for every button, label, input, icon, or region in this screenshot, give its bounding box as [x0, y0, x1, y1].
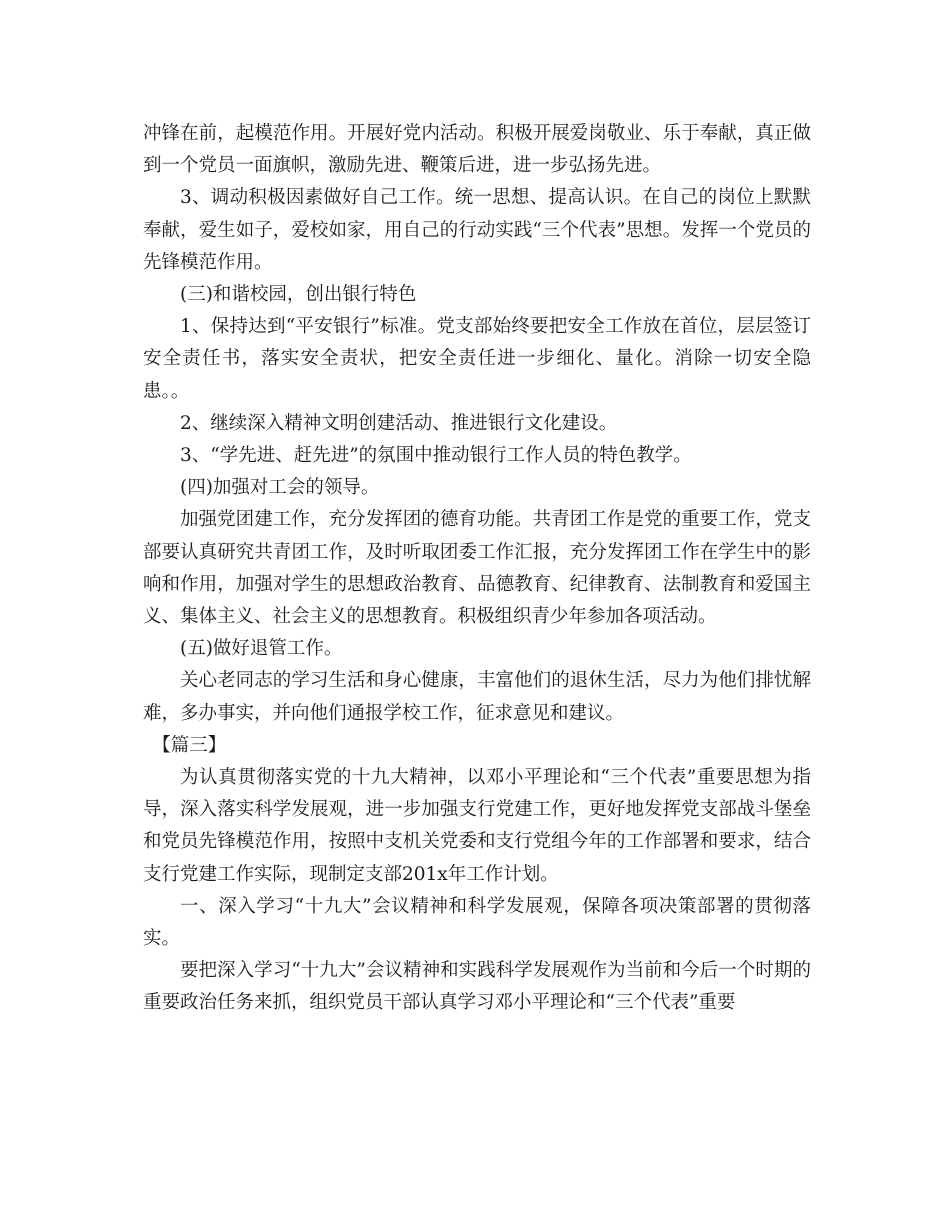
paragraph-5: 2、继续深入精神文明创建活动、推进银行文化建设。	[180, 412, 618, 434]
paragraph-1: 冲锋在前，起模范作用。开展好党内活动。积极开展爱岗敬业、乐于奉献，真正做到一个党员一面旗帜，激励先进、鞭策后进，进一步弘扬先进。	[143, 123, 811, 177]
section-heading-3: (三)和谐校园，创出银行特色	[180, 284, 417, 306]
paragraph-14: 要把深入学习“十九大”会议精神和实践科学发展观作为当前和今后一个时期的重要政治任务来抓，组织党员干部认真学习邓小平理论和“三个代表”重要	[143, 960, 811, 1014]
part-heading-3: 【篇三】	[152, 734, 227, 756]
section-heading-4: (四)加强对工会的领导。	[180, 477, 380, 499]
paragraph-8: 加强党团建工作，充分发挥团的德育功能。共青团工作是党的重要工作，党支部要认真研究共青团工作，及时听取团委工作汇报，充分发挥团工作在学生中的影响和作用，加强对学生的思想政治教育、品德教育、纪律教育、法制教育和爱国主义、集体主义、社会主义的思想教育。积极组织青少年参加各项活动。	[143, 509, 811, 628]
paragraph-6: 3、“学先进、赶先进”的氛围中推动银行工作人员的特色教学。	[180, 445, 692, 467]
paragraph-12: 为认真贯彻落实党的十九大精神，以邓小平理论和“三个代表”重要思想为指导，深入落实科学发展观，进一步加强支行党建工作，更好地发挥党支部战斗堡垒和党员先锋模范作用，按照中支机关党委和支行党组今年的工作部署和要求，结合支行党建工作实际，现制定支部201x年工作计划。	[143, 767, 811, 885]
paragraph-4: 1、保持达到“平安银行”标准。党支部始终要把安全工作放在首位，层层签订安全责任书，落实安全责状，把安全责任进一步细化、量化。消除一切安全隐患。。	[143, 316, 811, 402]
paragraph-10: 关心老同志的学习生活和身心健康，丰富他们的退休生活，尽力为他们排忧解难，多办事实，并向他们通报学校工作，征求意见和建议。	[143, 670, 811, 724]
document-page	[143, 118, 811, 1020]
section-heading-5: (五)做好退管工作。	[180, 638, 343, 660]
paragraph-2: 3、调动积极因素做好自己工作。统一思想、提高认识。在自己的岗位上默默奉献，爱生如子，爱校如家，用自己的行动实践“三个代表”思想。发挥一个党员的先锋模范作用。	[143, 187, 811, 273]
paragraph-13: 一、深入学习“十九大”会议精神和科学发展观，保障各项决策部署的贯彻落实。	[143, 895, 811, 950]
